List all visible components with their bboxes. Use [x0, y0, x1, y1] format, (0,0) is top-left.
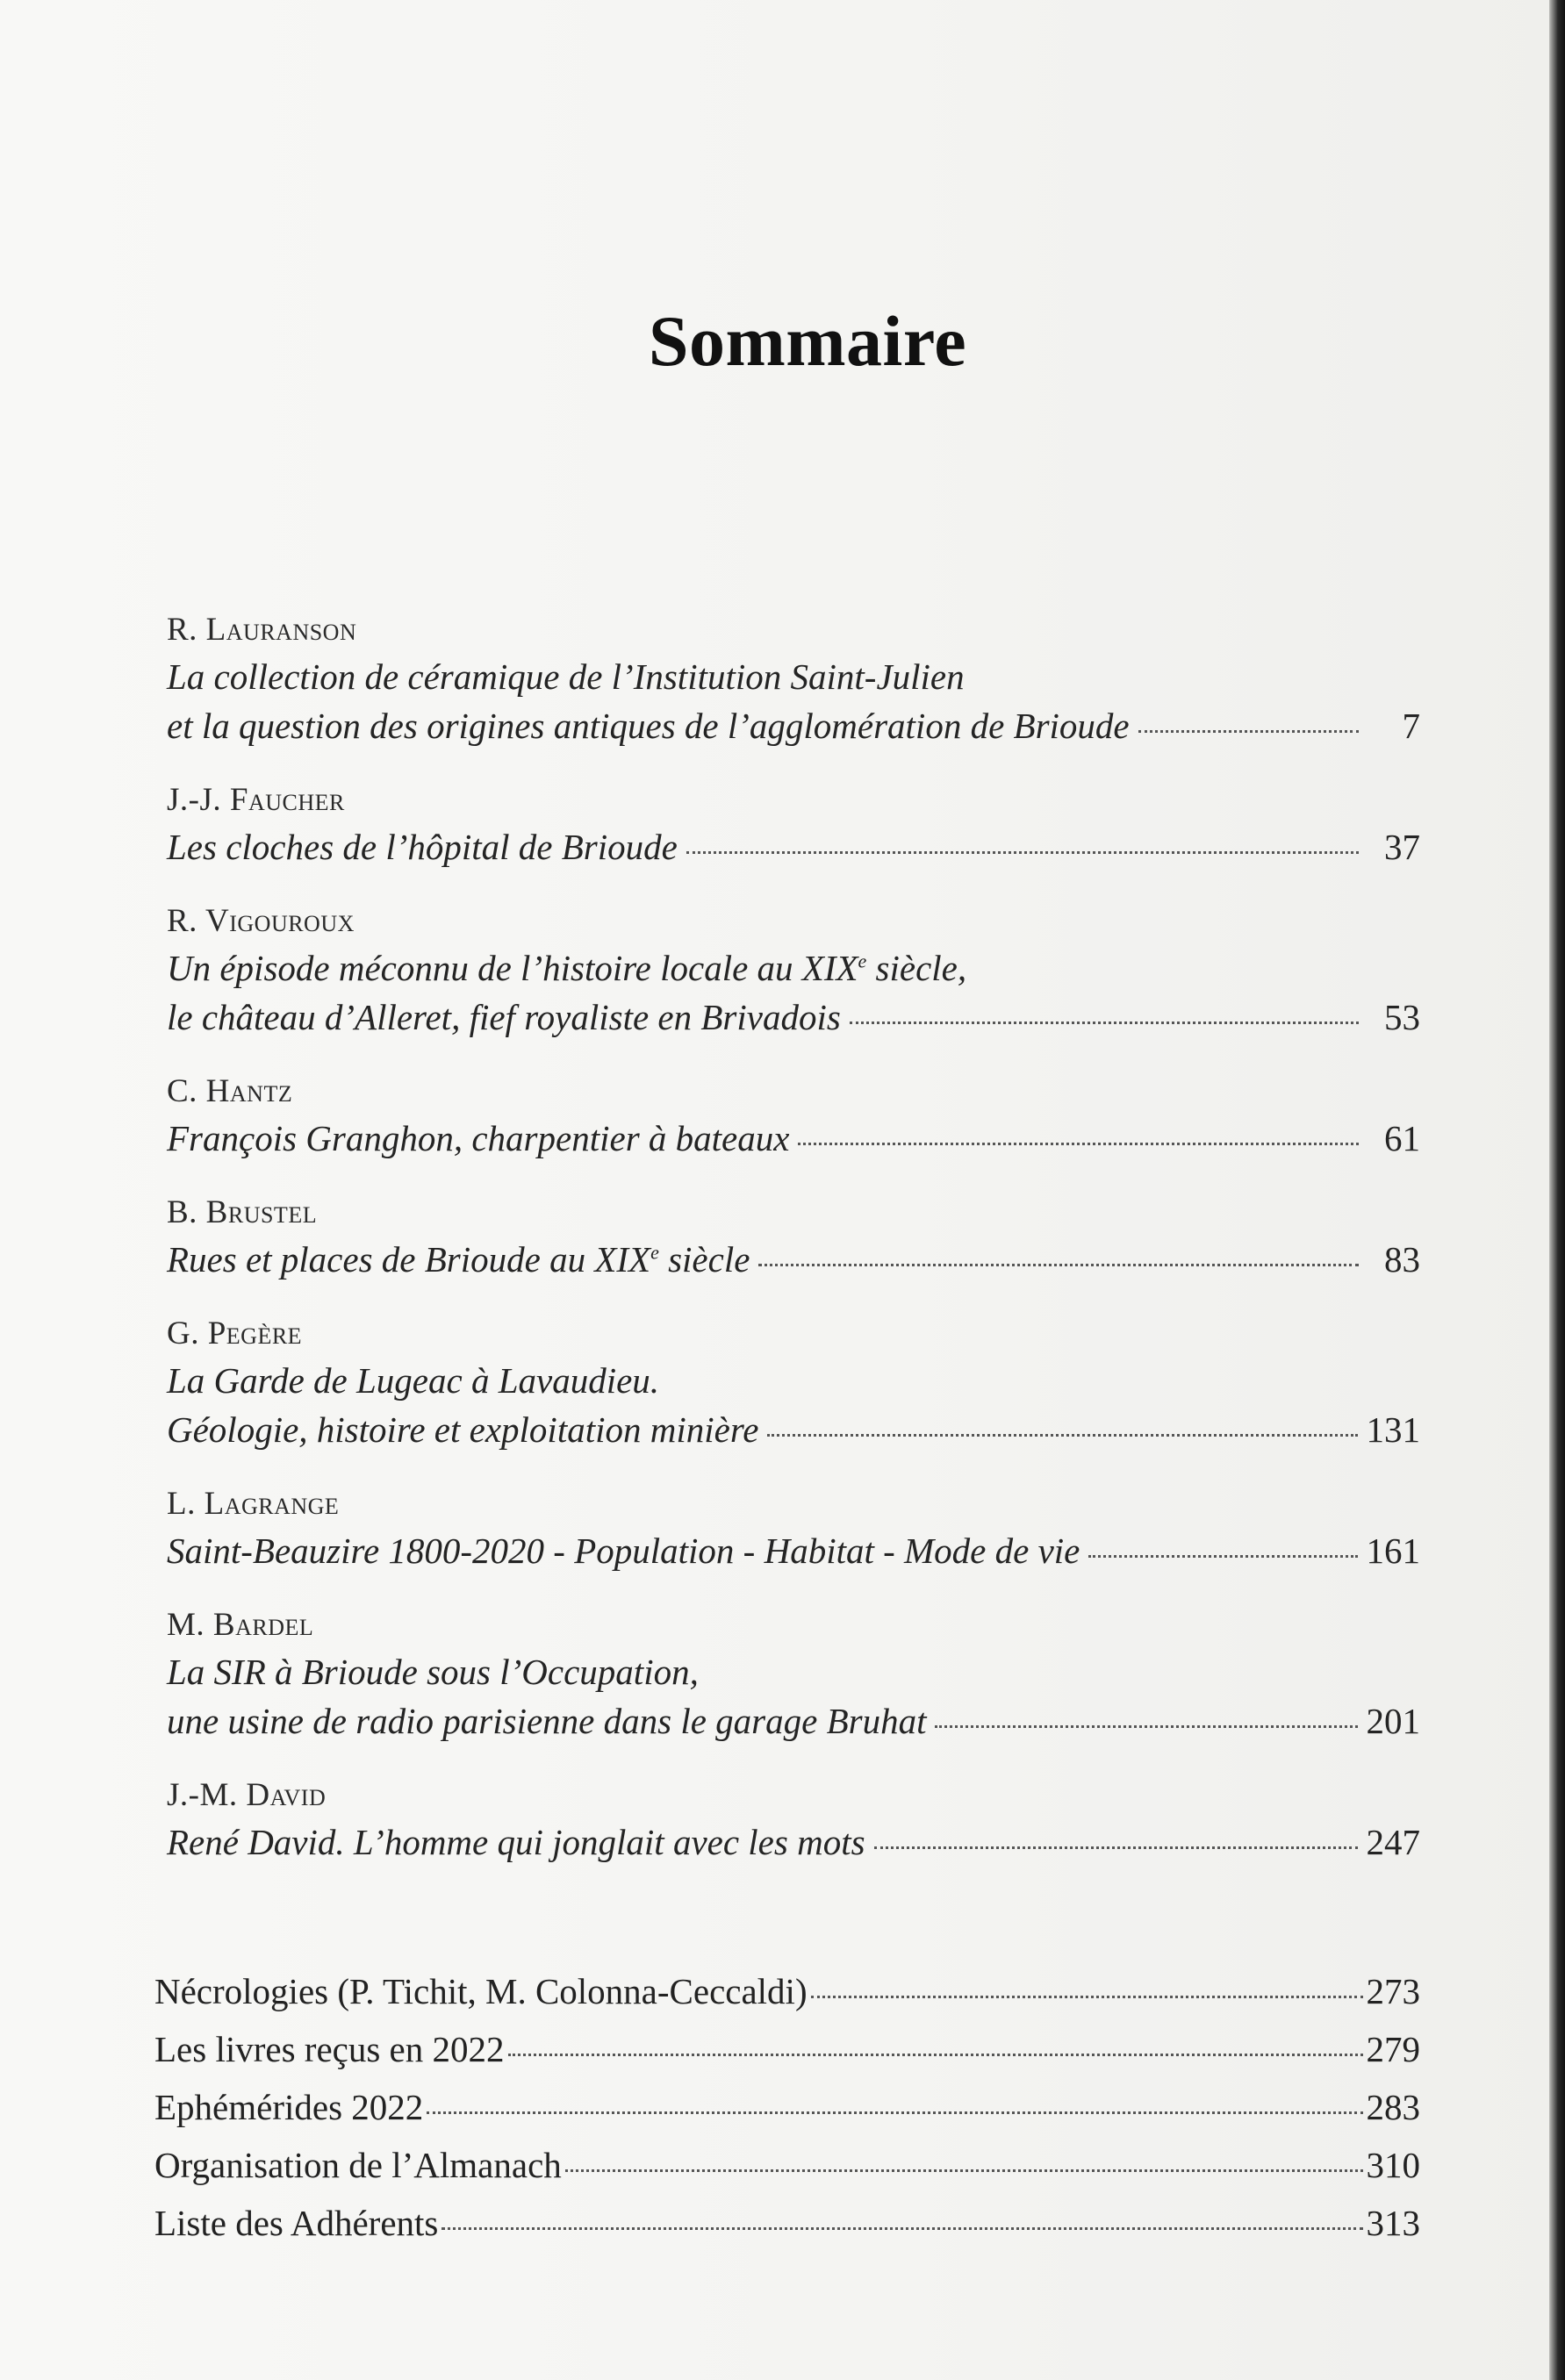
entry-title-text: La collection de céramique de l’Institution Saint-Julien [167, 656, 965, 697]
entry-title-line [167, 652, 1420, 701]
entry-title-text: Géologie, histoire et exploitation minière [167, 1409, 759, 1450]
page-title: Sommaire [648, 301, 967, 381]
entry-title-part: siècle [658, 1239, 750, 1280]
toc-extra-entry [154, 2194, 1420, 2252]
toc-extra-entry [154, 2078, 1420, 2136]
dot-leader [1088, 1555, 1357, 1558]
dot-leader [442, 2227, 1362, 2230]
entry-page-number: 37 [1384, 827, 1420, 867]
superscript: e [650, 1241, 659, 1264]
entry-title-text [167, 943, 966, 993]
toc-extra-entry [154, 1962, 1420, 2020]
entry-author: B. Brustel [167, 1194, 318, 1230]
entry-title-line [167, 822, 1420, 871]
entry-title-line [167, 1526, 1420, 1575]
toc-entry [167, 778, 1420, 871]
dot-leader [935, 1725, 1357, 1728]
entry-page-number: 131 [1366, 1409, 1420, 1450]
dot-leader [798, 1143, 1359, 1145]
entry-title-text: Saint-Beauzire 1800-2020 - Population - Habitat - Mode de vie [167, 1531, 1080, 1571]
extra-label: Liste des Adhérents [154, 2203, 439, 2243]
entry-title-line [167, 1405, 1420, 1454]
toc-entry [167, 900, 1420, 1042]
dot-leader [811, 1996, 1363, 1998]
toc-articles [167, 608, 1420, 1895]
toc-entry [167, 608, 1420, 750]
entry-title-line [167, 1817, 1420, 1867]
entry-author: C. Hantz [167, 1073, 293, 1109]
entry-title-line [167, 1114, 1420, 1163]
dot-leader [508, 2054, 1363, 2056]
dot-leader [686, 851, 1359, 854]
entry-author: R. Vigouroux [167, 903, 355, 939]
dot-leader [565, 2169, 1363, 2172]
extra-page-number: 273 [1366, 1971, 1420, 2011]
entry-title-text: La SIR à Brioude sous l’Occupation, [167, 1652, 699, 1692]
dot-leader [758, 1264, 1359, 1266]
extra-label: Ephémérides 2022 [154, 2087, 424, 2127]
entry-author: G. Pegère [167, 1315, 303, 1351]
toc-entry [167, 1774, 1420, 1867]
entry-title-text: La Garde de Lugeac à Lavaudieu. [167, 1360, 660, 1401]
toc-entry [167, 1191, 1420, 1284]
entry-author: L. Lagrange [167, 1486, 340, 1522]
dot-leader [767, 1434, 1357, 1437]
entry-title-line [167, 993, 1420, 1042]
toc-extra-entry [154, 2020, 1420, 2078]
toc-entry [167, 1070, 1420, 1163]
entry-title-text: Les cloches de l’hôpital de Brioude [167, 827, 678, 867]
entry-title-text [167, 1235, 750, 1284]
entry-author: J.-M. David [167, 1777, 327, 1813]
entry-title-text: le château d’Alleret, fief royaliste en Brivadois [167, 997, 841, 1037]
dot-leader [1138, 730, 1359, 733]
entry-title-line [167, 943, 1420, 993]
extra-label: Organisation de l’Almanach [154, 2145, 562, 2185]
entry-title-line [167, 1235, 1420, 1284]
dot-leader [874, 1846, 1358, 1849]
entry-title-text: François Granghon, charpentier à bateaux [167, 1118, 790, 1158]
toc-extra-entry [154, 2136, 1420, 2194]
extra-label: Les livres reçus en 2022 [154, 2029, 505, 2069]
extra-label: Nécrologies (P. Tichit, M. Colonna-Ceccaldi) [154, 1971, 808, 2011]
entry-title-part: siècle, [866, 948, 967, 988]
entry-author: J.-J. Faucher [167, 782, 345, 818]
entry-title-text: une usine de radio parisienne dans le garage Bruhat [167, 1701, 927, 1741]
entry-title-text: et la question des origines antiques de l’agglomération de Brioude [167, 706, 1130, 746]
extra-page-number: 313 [1366, 2203, 1420, 2243]
entry-title-part: Un épisode méconnu de l’histoire locale au XIX [167, 948, 858, 988]
entry-author: M. Bardel [167, 1607, 314, 1643]
toc-entry [167, 1603, 1420, 1746]
entry-title-line [167, 701, 1420, 750]
entry-title-line [167, 1647, 1420, 1696]
entry-author: R. Lauranson [167, 612, 357, 648]
extra-page-number: 310 [1366, 2145, 1420, 2185]
entry-page-number: 201 [1366, 1701, 1420, 1741]
toc-entry [167, 1312, 1420, 1454]
toc-extras [154, 1962, 1420, 2252]
extra-page-number: 283 [1366, 2087, 1420, 2127]
entry-page-number: 83 [1384, 1239, 1420, 1280]
entry-page-number: 7 [1402, 706, 1420, 746]
extra-page-number: 279 [1366, 2029, 1420, 2069]
entry-title-text: René David. L’homme qui jonglait avec les mots [167, 1822, 865, 1862]
superscript: e [858, 950, 867, 972]
entry-title-line [167, 1356, 1420, 1405]
entry-page-number: 53 [1384, 997, 1420, 1037]
entry-title-line [167, 1696, 1420, 1746]
dot-leader [850, 1022, 1359, 1024]
entry-page-number: 61 [1384, 1118, 1420, 1158]
entry-page-number: 247 [1366, 1822, 1420, 1862]
toc-entry [167, 1482, 1420, 1575]
entry-title-part: Rues et places de Brioude au XIX [167, 1239, 651, 1280]
entry-page-number: 161 [1366, 1531, 1420, 1571]
dot-leader [427, 2111, 1362, 2114]
